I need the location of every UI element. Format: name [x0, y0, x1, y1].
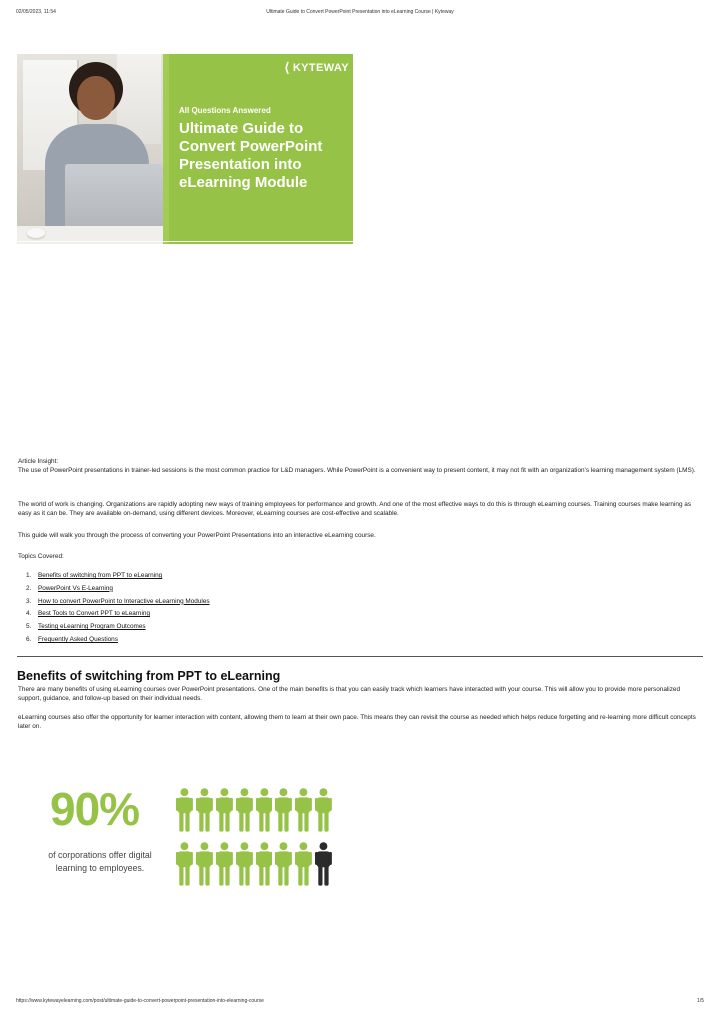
person-icon-highlighted — [275, 840, 292, 888]
topic-item: 1. Benefits of switching from PPT to eLearning — [26, 570, 210, 583]
brand-logo — [284, 60, 349, 76]
intro-paragraph: The world of work is changing. Organizations are rapidly adopting new ways of training employees for performance and growth. And one of the most effective ways to do this is through eLearning courses. Training courses make learning as easy as it can be. They are available on-demand, using different devices. Moreover, eLearning courses are cost-effective and scalable. — [18, 501, 692, 517]
print-header — [16, 9, 704, 19]
topic-item: 6. Frequently Asked Questions — [26, 634, 210, 647]
print-url: https://www.kytewayelearning.com/post/ultimate-guide-to-convert-powerpoint-presentation-into-elearning-course — [16, 998, 264, 1004]
topic-item: 2. PowerPoint Vs E-Learning — [26, 583, 210, 596]
people-grid — [176, 786, 332, 894]
article-insight-label: Article Insight: — [18, 458, 59, 465]
person-icon-highlighted — [216, 786, 233, 834]
stat-percentage: 90% — [50, 783, 140, 835]
article-insight-text: The use of PowerPoint presentations in trainer-led sessions is the most common practice for L&D managers. While PowerPoint is a convenient way to present content, it may not fit with an organization’s learning management system (LMS). — [18, 467, 696, 474]
print-date: 02/05/2023, 11:54 — [16, 9, 56, 15]
topic-link-best-tools[interactable]: Best Tools to Convert PPT to eLearning — [38, 610, 151, 618]
person-icon-highlighted — [256, 786, 273, 834]
person-icon-highlighted — [236, 840, 253, 888]
person-icon-highlighted — [295, 786, 312, 834]
kite-logo-icon: ⟨ — [284, 60, 290, 75]
hero-banner — [17, 54, 353, 244]
section-heading: Benefits of switching from PPT to eLearning — [17, 669, 281, 683]
page-number: 1/5 — [697, 998, 704, 1004]
topic-item: 5. Testing eLearning Program Outcomes — [26, 621, 210, 634]
print-footer — [16, 998, 704, 1008]
topic-link-how-to-convert[interactable]: How to convert PowerPoint to Interactive eLearning Modules — [38, 597, 210, 605]
person-icon-highlighted — [275, 786, 292, 834]
person-icon-highlighted — [196, 840, 213, 888]
topics-list — [26, 570, 210, 647]
brand-name: KYTEWAY — [292, 62, 349, 74]
guide-paragraph: This guide will walk you through the process of converting your PowerPoint Presentations into an interactive eLearning course. — [18, 532, 376, 539]
person-icon-highlighted — [176, 786, 193, 834]
print-title: Ultimate Guide to Convert PowerPoint Presentation into eLearning Course | Kyteway — [266, 9, 454, 15]
person-icon-highlighted — [295, 840, 312, 888]
hero-title: Ultimate Guide to Convert PowerPoint Presentation into eLearning Module — [179, 120, 323, 191]
topic-link-benefits[interactable]: Benefits of switching from PPT to eLearning — [38, 572, 163, 579]
benefits-paragraph-1: There are many benefits of using eLearning courses over PowerPoint presentations. One of the main benefits is that you can easily track which learners have interacted with your course. This will allow you to provide more personalized support, guidance, and follow-up based on their individual needs. — [18, 686, 681, 702]
person-icon-highlighted — [315, 786, 332, 834]
stat-caption: of corporations offer digital learning to employees. — [48, 850, 152, 873]
topic-link-testing[interactable]: Testing eLearning Program Outcomes — [38, 623, 146, 631]
hero-kicker: All Questions Answered — [179, 106, 271, 115]
person-icon-highlighted — [236, 786, 253, 834]
topic-item: 3. How to convert PowerPoint to Interactive eLearning Modules — [26, 596, 210, 609]
topic-link-ppt-vs-elearning[interactable]: PowerPoint Vs E-Learning — [38, 584, 113, 592]
section-divider — [17, 656, 703, 657]
person-icon-highlighted — [196, 786, 213, 834]
person-icon-highlighted — [176, 840, 193, 888]
topic-link-faq[interactable]: Frequently Asked Questions — [38, 635, 118, 643]
topics-label: Topics Covered: — [18, 553, 64, 560]
person-icon-highlighted — [216, 840, 233, 888]
person-icon — [315, 840, 332, 888]
person-icon-highlighted — [256, 840, 273, 888]
benefits-paragraph-2: eLearning courses also offer the opportunity for learner interaction with content, allowing them to learn at their own pace. This means they can revisit the course as needed which helps reduce forgetting and re-learning more difficult concepts later on. — [18, 714, 696, 730]
hero-photo — [17, 54, 163, 244]
topic-item: 4. Best Tools to Convert PPT to eLearning — [26, 608, 210, 621]
